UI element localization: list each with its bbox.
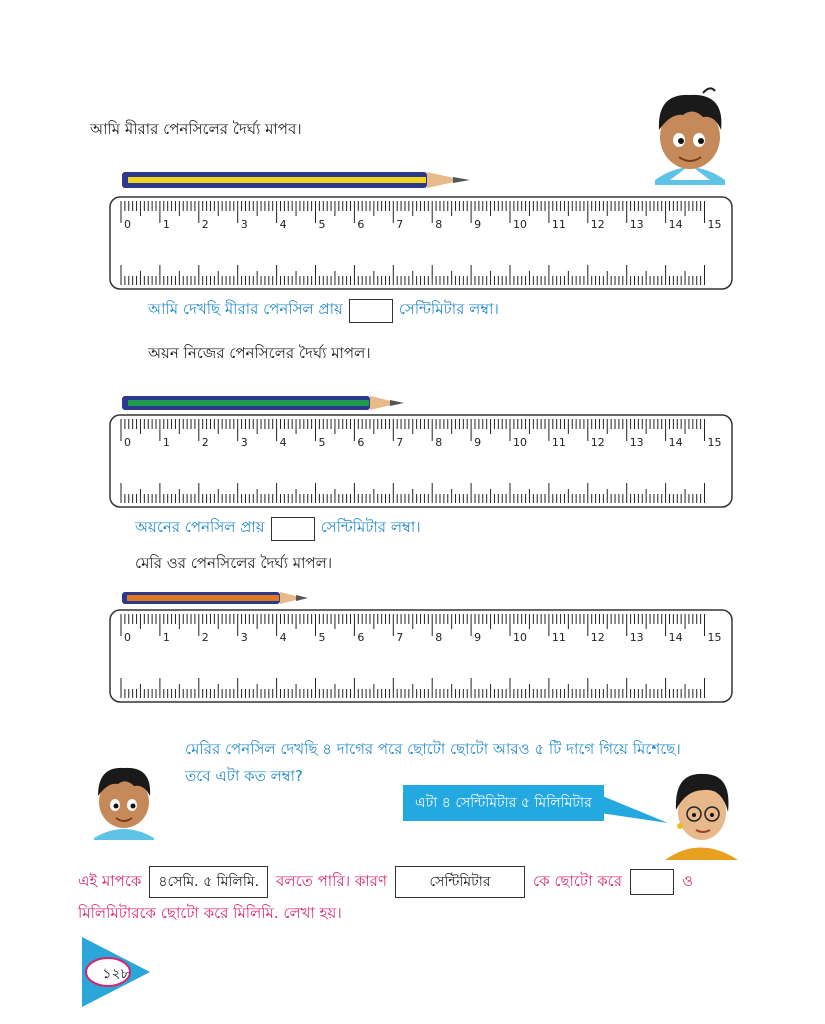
ruler-label: 12 — [590, 218, 605, 231]
bottom-box-answer[interactable]: ৪সেমি. ৫ মিলিমি. — [149, 866, 268, 898]
bottom-line-2: মিলিমিটারকে ছোটো করে মিলিমি. লেখা হয়। — [78, 904, 342, 922]
ruler-label: 15 — [707, 631, 722, 644]
ayan-result-pre: অয়নের পেনসিল প্রায় — [135, 518, 265, 536]
ruler-label: 15 — [707, 436, 722, 449]
ayan-answer-box[interactable] — [271, 517, 315, 541]
ayan-result-line — [135, 516, 421, 541]
meera-result-pre: আমি দেখছি মীরার পেনসিল প্রায় — [148, 300, 343, 318]
pencil-ayan — [118, 394, 408, 414]
ruler-label: 10 — [513, 218, 527, 231]
ruler-label: 10 — [513, 436, 527, 449]
ruler-label: 5 — [318, 631, 326, 644]
ruler-label: 13 — [629, 631, 644, 644]
instruction-meera: আমি মীরার পেনসিলের দৈর্ঘ্য মাপব। — [90, 120, 302, 138]
boy-illustration — [645, 85, 735, 185]
ruler-label: 7 — [396, 436, 404, 449]
ruler-label: 12 — [590, 436, 605, 449]
bottom-end: ও — [681, 871, 694, 890]
ruler-label: 3 — [240, 218, 248, 231]
ruler-label: 11 — [551, 631, 566, 644]
instruction-mary: মেরি ওর পেনসিলের দৈর্ঘ্য মাপল। — [135, 554, 333, 572]
ayan-result-post: সেন্টিমিটার লম্বা। — [320, 518, 421, 536]
bottom-pre: এই মাপকে — [78, 871, 142, 890]
pencil-mary — [118, 590, 308, 608]
ruler-label: 0 — [124, 631, 131, 644]
ruler-label: 6 — [357, 218, 365, 231]
answer-bubble: এটা ৪ সেন্টিমিটার ৫ মিলিমিটার — [403, 785, 604, 821]
meera-result-post: সেন্টিমিটার লম্বা। — [398, 300, 499, 318]
ruler-label: 3 — [240, 436, 248, 449]
ruler-label: 9 — [474, 631, 482, 644]
ruler-label: 8 — [435, 218, 443, 231]
ruler-label: 13 — [629, 436, 644, 449]
ruler-label: 1 — [162, 631, 170, 644]
ruler-1 — [108, 195, 734, 291]
mary-observation: মেরির পেনসিল দেখছি ৪ দাগের পরে ছোটো ছোটো আরও ৫ টি দাগে গিয়ে মিশেছে। — [185, 740, 681, 758]
ruler-label: 1 — [162, 218, 170, 231]
ruler-label: 12 — [590, 631, 605, 644]
ruler-label: 15 — [707, 218, 722, 231]
ruler-label: 9 — [474, 218, 482, 231]
ruler-label: 3 — [240, 631, 248, 644]
pencil-meera — [118, 170, 473, 192]
ruler-2 — [108, 413, 734, 509]
girl-illustration — [660, 760, 740, 860]
ruler-label: 8 — [435, 436, 443, 449]
ruler-label: 2 — [201, 218, 209, 231]
ruler-label: 4 — [279, 218, 287, 231]
ruler-label: 8 — [435, 631, 443, 644]
ruler-label: 9 — [474, 436, 482, 449]
meera-result-line — [148, 298, 499, 323]
ruler-label: 2 — [201, 631, 209, 644]
instruction-ayan: অয়ন নিজের পেনসিলের দৈর্ঘ্য মাপল। — [148, 344, 371, 362]
bottom-blank-box[interactable] — [630, 869, 674, 895]
bottom-box-centimeter[interactable]: সেন্টিমিটার — [395, 866, 525, 898]
ruler-label: 0 — [124, 218, 131, 231]
page-number: ১২৮ — [102, 966, 130, 982]
ruler-3 — [108, 608, 734, 704]
ruler-label: 14 — [668, 631, 683, 644]
ruler-label: 13 — [629, 218, 644, 231]
ruler-label: 10 — [513, 631, 527, 644]
mary-question: তবে এটা কত লম্বা? — [185, 767, 303, 785]
ruler-label: 5 — [318, 218, 326, 231]
ruler-label: 11 — [551, 436, 566, 449]
bottom-mid: বলতে পারি। কারণ — [276, 871, 387, 890]
ruler-label: 5 — [318, 436, 326, 449]
ruler-label: 7 — [396, 218, 404, 231]
ruler-label: 7 — [396, 631, 404, 644]
bottom-line-1 — [78, 866, 693, 898]
boy-illustration-small — [88, 760, 160, 840]
ruler-label: 6 — [357, 631, 365, 644]
ruler-label: 0 — [124, 436, 131, 449]
bottom-after: কে ছোটো করে — [533, 871, 622, 890]
ruler-label: 4 — [279, 631, 287, 644]
ruler-label: 2 — [201, 436, 209, 449]
ruler-label: 11 — [551, 218, 566, 231]
ruler-label: 14 — [668, 436, 683, 449]
ruler-label: 4 — [279, 436, 287, 449]
ruler-label: 6 — [357, 436, 365, 449]
ruler-label: 1 — [162, 436, 170, 449]
ruler-label: 14 — [668, 218, 683, 231]
meera-answer-box[interactable] — [349, 299, 393, 323]
